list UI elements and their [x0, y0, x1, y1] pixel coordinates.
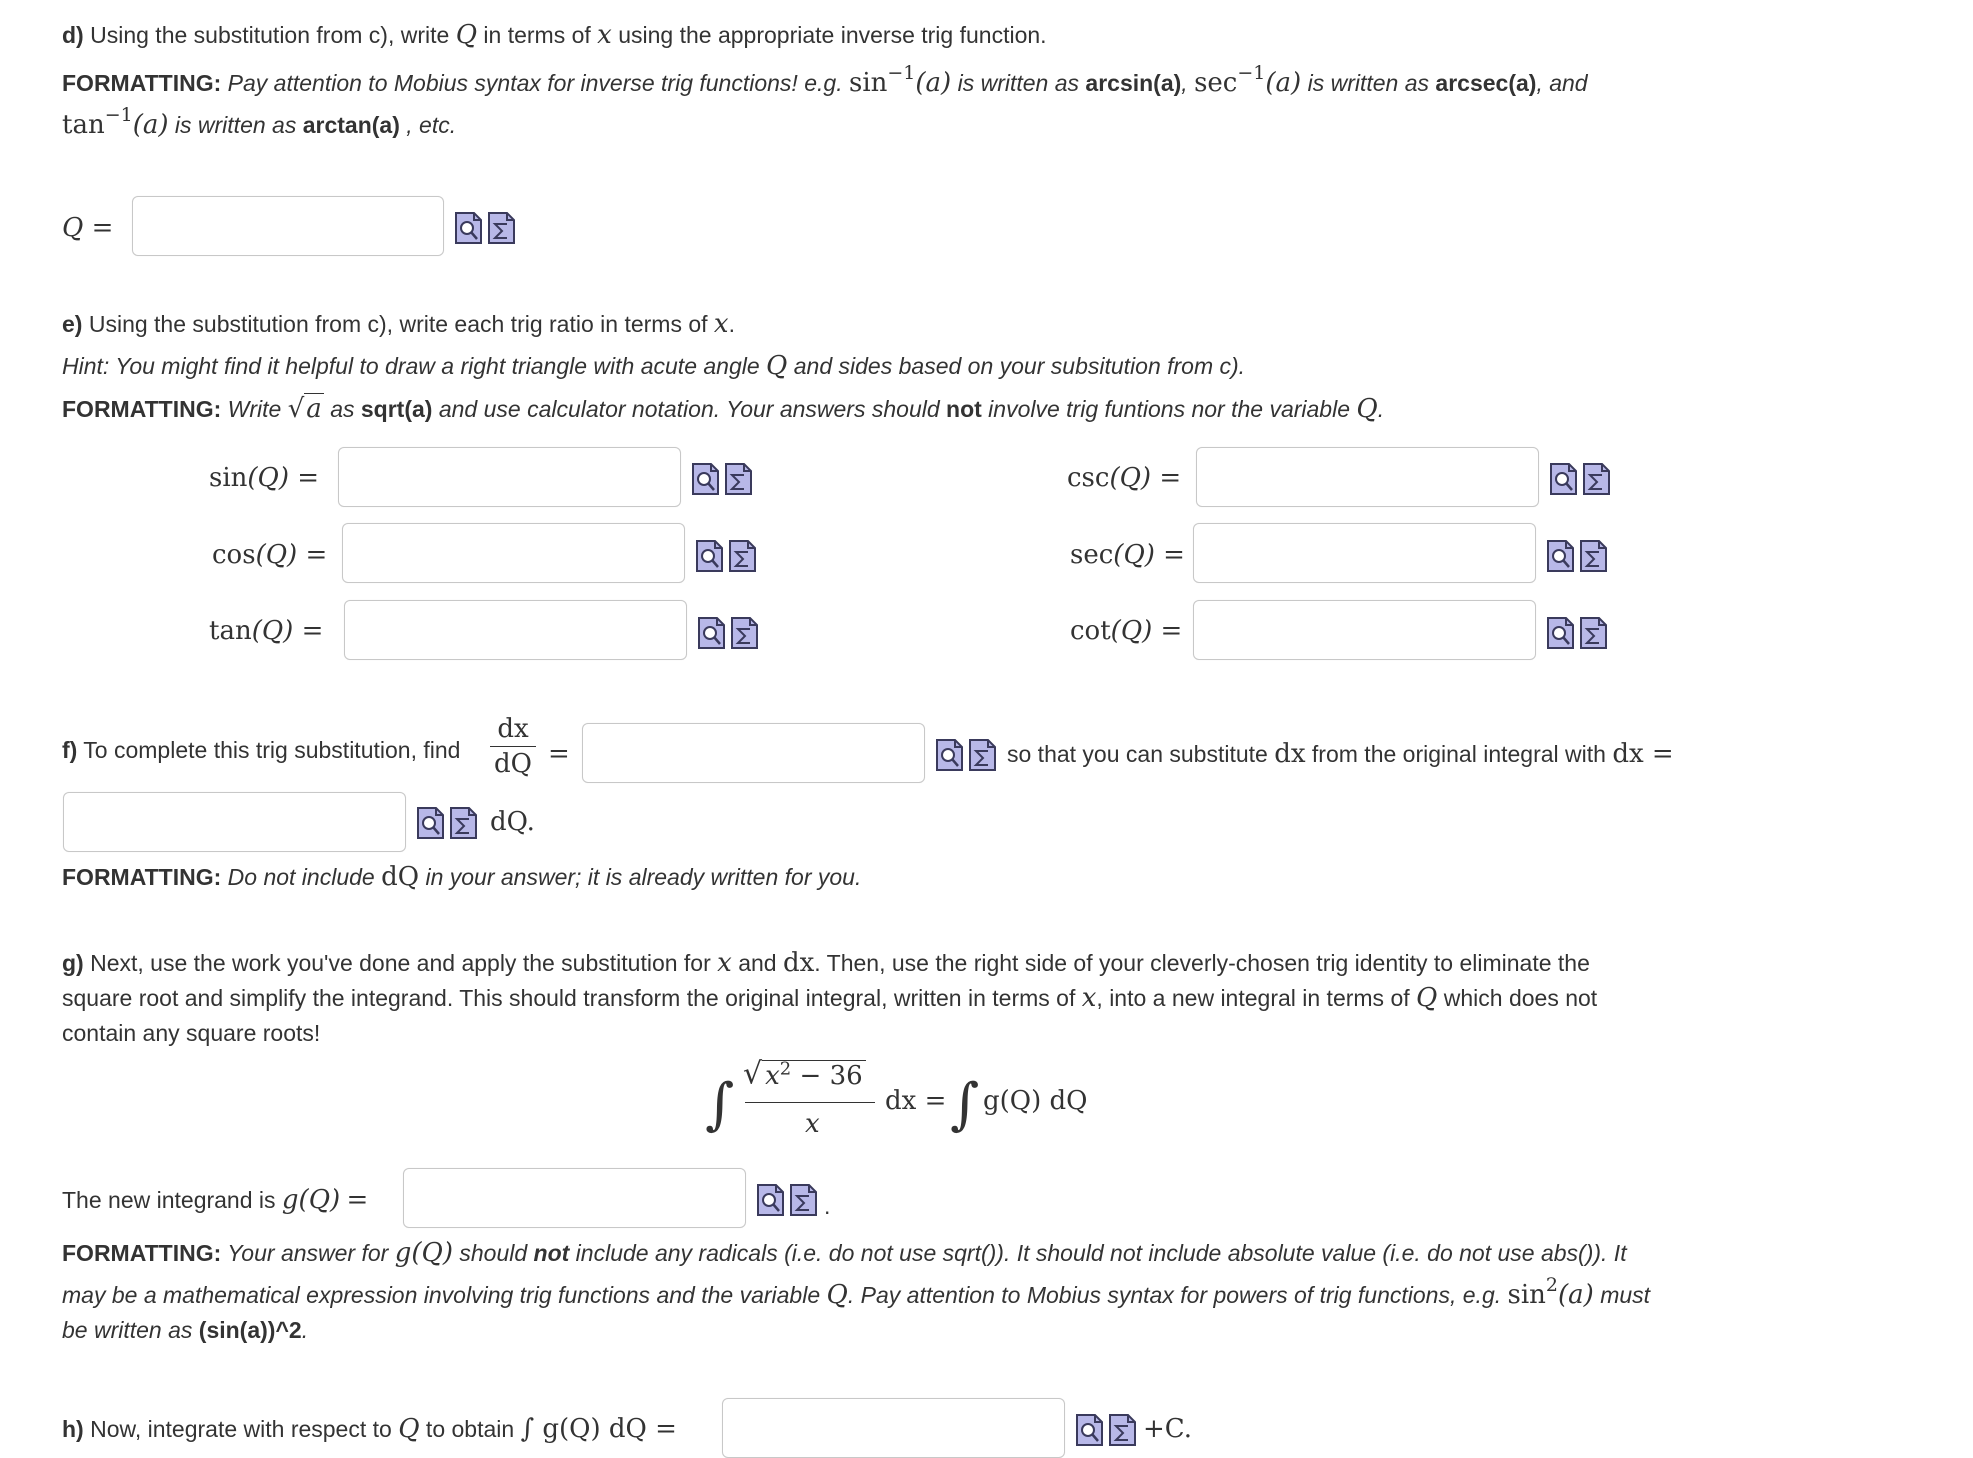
- dx-dq-tools: [935, 738, 997, 772]
- preview-magnifier-icon[interactable]: [695, 539, 724, 573]
- trig-input-sin[interactable]: [338, 447, 681, 507]
- trig-tools-sec: [1546, 539, 1608, 573]
- trig-tools-cot: [1546, 616, 1608, 650]
- trig-label-sin: sin(Q) =: [209, 463, 320, 493]
- equation-editor-sigma-icon[interactable]: [487, 211, 516, 245]
- part-h-prompt: h) Now, integrate with respect to Q to obtain ∫ g(Q) dQ =: [62, 1414, 677, 1444]
- plus-c: +C.: [1143, 1414, 1193, 1444]
- dq-suffix: dQ.: [490, 807, 535, 837]
- part-d-answer-input[interactable]: [132, 196, 444, 256]
- part-d-formatting-line1: FORMATTING: Pay attention to Mobius syntax for inverse trig functions! e.g. $\sin^{-1}(a)$ is written as arcsin(a), $\sec^{-1}(a)$ is written as arcsec(a), and: [62, 62, 1588, 98]
- radicand: √ $x^2 - 36$: [743, 1052, 866, 1093]
- part-label: d): [62, 22, 84, 48]
- trig-tools-csc: [1549, 462, 1611, 496]
- new-integrand-tools: [756, 1183, 818, 1217]
- formatting-label: FORMATTING:: [62, 864, 222, 890]
- trig-tools-tan: [697, 616, 759, 650]
- preview-magnifier-icon[interactable]: [1075, 1413, 1104, 1447]
- preview-magnifier-icon[interactable]: [1546, 539, 1575, 573]
- formatting-label: FORMATTING:: [62, 70, 222, 96]
- trig-tools-sin: [691, 462, 753, 496]
- part-h-answer-input[interactable]: [722, 1398, 1065, 1458]
- equation-editor-sigma-icon[interactable]: [730, 616, 759, 650]
- part-e-hint: Hint: You might find it helpful to draw a right triangle with acute angle Q and sides based on your subsitution from c).: [62, 351, 1246, 381]
- sqrt-symbol: √a: [287, 394, 322, 424]
- equation-editor-sigma-icon[interactable]: [1579, 539, 1608, 573]
- dx-tools: [416, 806, 478, 840]
- part-f-formatting: FORMATTING: Do not include dQ in your answer; it is already written for you.: [62, 862, 862, 892]
- part-g-prompt-line1: g) Next, use the work you've done and apply the substitution for x and dx. Then, use the right side of your cleverly-chosen trig identity to eliminate the: [62, 948, 1590, 978]
- equation-editor-sigma-icon[interactable]: [1108, 1413, 1137, 1447]
- dx-dq-equals: =: [548, 739, 570, 769]
- preview-magnifier-icon[interactable]: [756, 1183, 785, 1217]
- equation-editor-sigma-icon[interactable]: [449, 806, 478, 840]
- preview-magnifier-icon[interactable]: [1549, 462, 1578, 496]
- equation-editor-sigma-icon[interactable]: [1582, 462, 1611, 496]
- integral-sign-right: ∫: [950, 1072, 980, 1137]
- dx-dq-fraction: $\frac{dx}{dQ}$: [490, 712, 536, 781]
- part-d-formatting-line2: $\tan^{-1}(a)$ is written as arctan(a) , etc.: [62, 104, 457, 140]
- equation-editor-sigma-icon[interactable]: [968, 738, 997, 772]
- trig-label-tan: tan(Q) =: [209, 616, 324, 646]
- trig-label-csc: csc(Q) =: [1067, 463, 1182, 493]
- part-label: e): [62, 311, 83, 337]
- dx-dq-input[interactable]: [582, 723, 925, 783]
- preview-magnifier-icon[interactable]: [416, 806, 445, 840]
- part-d-answer-label: Q =: [62, 213, 114, 243]
- trig-label-cot: cot(Q) =: [1070, 616, 1183, 646]
- part-f-substitute-text: so that you can substitute dx from the original integral with dx =: [1007, 739, 1674, 769]
- trig-input-cos[interactable]: [342, 523, 685, 583]
- trig-input-sec[interactable]: [1193, 523, 1536, 583]
- part-g-formatting-line2: may be a mathematical expression involving trig functions and the variable Q. Pay attention to Mobius syntax for powers of trig functions, e.g. $\sin^2(a)$ must: [62, 1274, 1651, 1310]
- trig-input-tan[interactable]: [344, 600, 687, 660]
- part-g-formatting-line3: be written as (sin(a))^2.: [62, 1317, 309, 1343]
- integral-sign-left: ∫: [705, 1072, 735, 1137]
- dx-input[interactable]: [63, 792, 406, 852]
- preview-magnifier-icon[interactable]: [454, 211, 483, 245]
- formatting-label: FORMATTING:: [62, 1240, 222, 1266]
- part-g-prompt-line3: contain any square roots!: [62, 1020, 321, 1046]
- preview-magnifier-icon[interactable]: [1546, 616, 1575, 650]
- fraction-bar: [745, 1102, 875, 1103]
- equation-editor-sigma-icon[interactable]: [789, 1183, 818, 1217]
- integral-rhs: g(Q) dQ: [983, 1086, 1088, 1116]
- new-integrand-period: .: [824, 1193, 831, 1219]
- trig-input-csc[interactable]: [1196, 447, 1539, 507]
- display-integral: [705, 1052, 1125, 1162]
- equation-editor-sigma-icon[interactable]: [1579, 616, 1608, 650]
- part-e-formatting: FORMATTING: Write √a as sqrt(a) and use calculator notation. Your answers should not involve trig funtions nor the variable Q.: [62, 394, 1385, 424]
- preview-magnifier-icon[interactable]: [697, 616, 726, 650]
- part-h-answer-tools: [1075, 1413, 1137, 1447]
- denominator-x: x: [805, 1109, 820, 1139]
- part-label: f): [62, 737, 78, 763]
- integral-dx: dx =: [885, 1086, 947, 1116]
- part-g-prompt-line2: square root and simplify the integrand. This should transform the original integral, written in terms of x, into a new integral in terms of Q which does not: [62, 983, 1598, 1013]
- part-d-answer-tools: [454, 211, 516, 245]
- part-g-formatting-line1: FORMATTING: Your answer for g(Q) should not include any radicals (i.e. do not use sqrt()). It should not include absolute value (i.e. do not use abs()). It: [62, 1238, 1627, 1268]
- trig-input-cot[interactable]: [1193, 600, 1536, 660]
- trig-label-sec: sec(Q) =: [1070, 540, 1185, 570]
- new-integrand-input[interactable]: [403, 1168, 746, 1228]
- part-e-prompt: e) Using the substitution from c), write each trig ratio in terms of x.: [62, 309, 735, 339]
- equation-editor-sigma-icon[interactable]: [724, 462, 753, 496]
- part-d-prompt: d) Using the substitution from c), write Q in terms of x using the appropriate inverse trig function.: [62, 20, 1047, 50]
- part-label: h): [62, 1416, 84, 1442]
- new-integrand-label: The new integrand is g(Q) =: [62, 1185, 369, 1215]
- formatting-label: FORMATTING:: [62, 396, 222, 422]
- preview-magnifier-icon[interactable]: [935, 738, 964, 772]
- preview-magnifier-icon[interactable]: [691, 462, 720, 496]
- part-f-prompt: f) To complete this trig substitution, find: [62, 737, 461, 763]
- trig-tools-cos: [695, 539, 757, 573]
- equation-editor-sigma-icon[interactable]: [728, 539, 757, 573]
- part-label: g): [62, 950, 84, 976]
- trig-label-cos: cos(Q) =: [212, 540, 328, 570]
